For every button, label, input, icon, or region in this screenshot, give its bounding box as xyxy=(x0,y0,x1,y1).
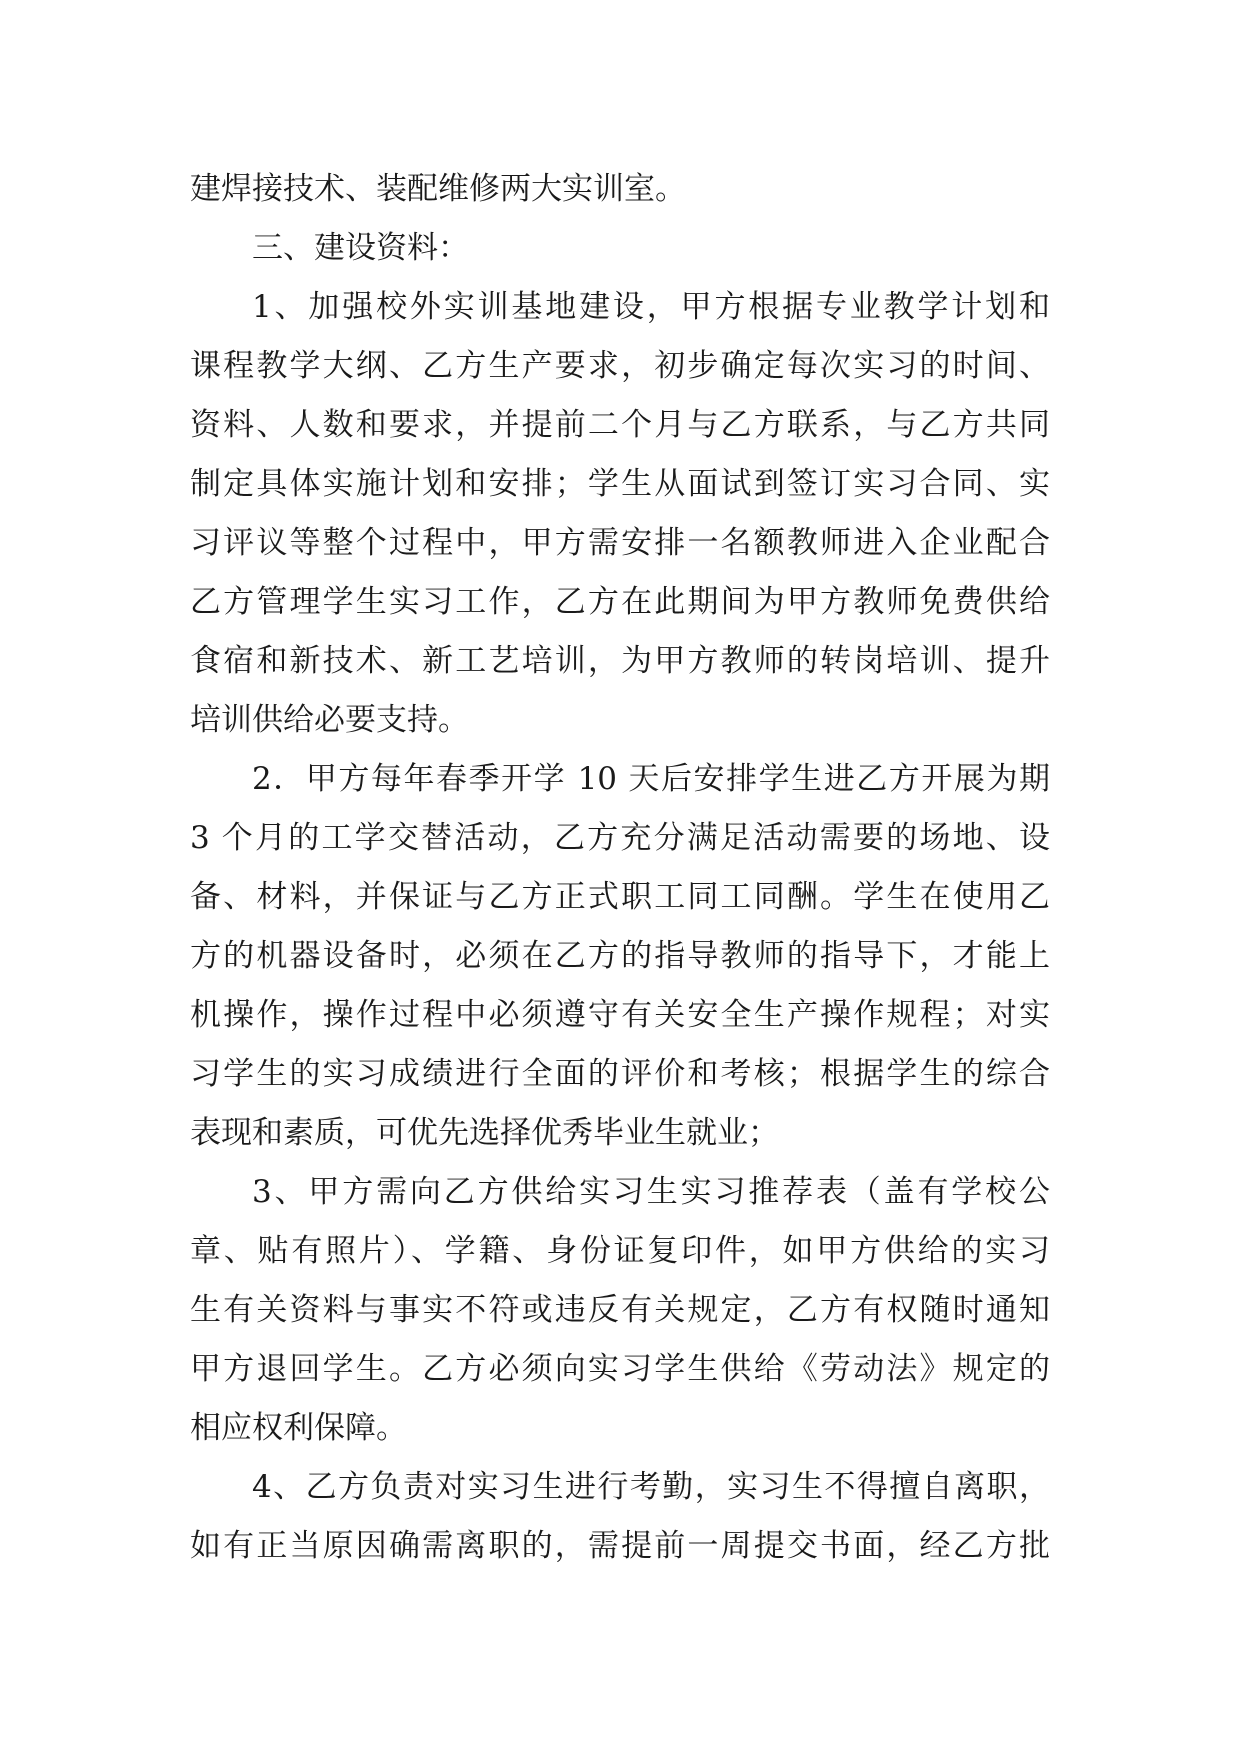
paragraph-line: 3、甲方需向乙方供给实习生实习推荐表（盖有学校公 xyxy=(252,1174,1050,1210)
paragraph-line: 相应权利保障。 xyxy=(190,1410,407,1446)
paragraph-line: 1、加强校外实训基地建设，甲方根据专业教学计划和 xyxy=(252,289,1050,325)
paragraph-line: 机操作，操作过程中必须遵守有关安全生产操作规程；对实 xyxy=(190,997,1050,1033)
paragraph-line: 习评议等整个过程中，甲方需安排一名额教师进入企业配合 xyxy=(190,525,1050,561)
paragraph-line: 资料、人数和要求，并提前二个月与乙方联系，与乙方共同 xyxy=(190,407,1050,443)
paragraph-line: 建焊接技术、装配维修两大实训室。 xyxy=(190,171,686,207)
paragraph-line: 方的机器设备时，必须在乙方的指导教师的指导下，才能上 xyxy=(190,938,1050,974)
paragraph-line: 4、乙方负责对实习生进行考勤，实习生不得擅自离职， xyxy=(252,1469,1050,1505)
paragraph-line: 备、材料，并保证与乙方正式职工同工同酬。学生在使用乙 xyxy=(190,879,1050,915)
paragraph-line: 甲方退回学生。乙方必须向实习学生供给《劳动法》规定的 xyxy=(190,1351,1050,1387)
paragraph-line: 制定具体实施计划和安排；学生从面试到签订实习合同、实 xyxy=(190,466,1050,502)
paragraph-line: 习学生的实习成绩进行全面的评价和考核；根据学生的综合 xyxy=(190,1056,1050,1092)
paragraph-line: 课程教学大纲、乙方生产要求，初步确定每次实习的时间、 xyxy=(190,348,1050,384)
paragraph-line: 章、贴有照片）、学籍、身份证复印件，如甲方供给的实习 xyxy=(190,1233,1050,1269)
paragraph-line: 食宿和新技术、新工艺培训，为甲方教师的转岗培训、提升 xyxy=(190,643,1050,679)
paragraph-line: 3 个月的工学交替活动，乙方充分满足活动需要的场地、设 xyxy=(190,820,1050,856)
paragraph-line: 生有关资料与事实不符或违反有关规定，乙方有权随时通知 xyxy=(190,1292,1050,1328)
section-heading: 三、建设资料： xyxy=(252,230,469,266)
paragraph-line: 表现和素质，可优先选择优秀毕业生就业； xyxy=(190,1115,779,1151)
paragraph-line: 2．甲方每年春季开学 10 天后安排学生进乙方开展为期 xyxy=(252,761,1050,797)
paragraph-line: 如有正当原因确需离职的，需提前一周提交书面，经乙方批 xyxy=(190,1528,1050,1564)
body-text xyxy=(190,160,1050,1576)
paragraph-line: 培训供给必要支持。 xyxy=(190,702,469,738)
paragraph-line: 乙方管理学生实习工作，乙方在此期间为甲方教师免费供给 xyxy=(190,584,1050,620)
